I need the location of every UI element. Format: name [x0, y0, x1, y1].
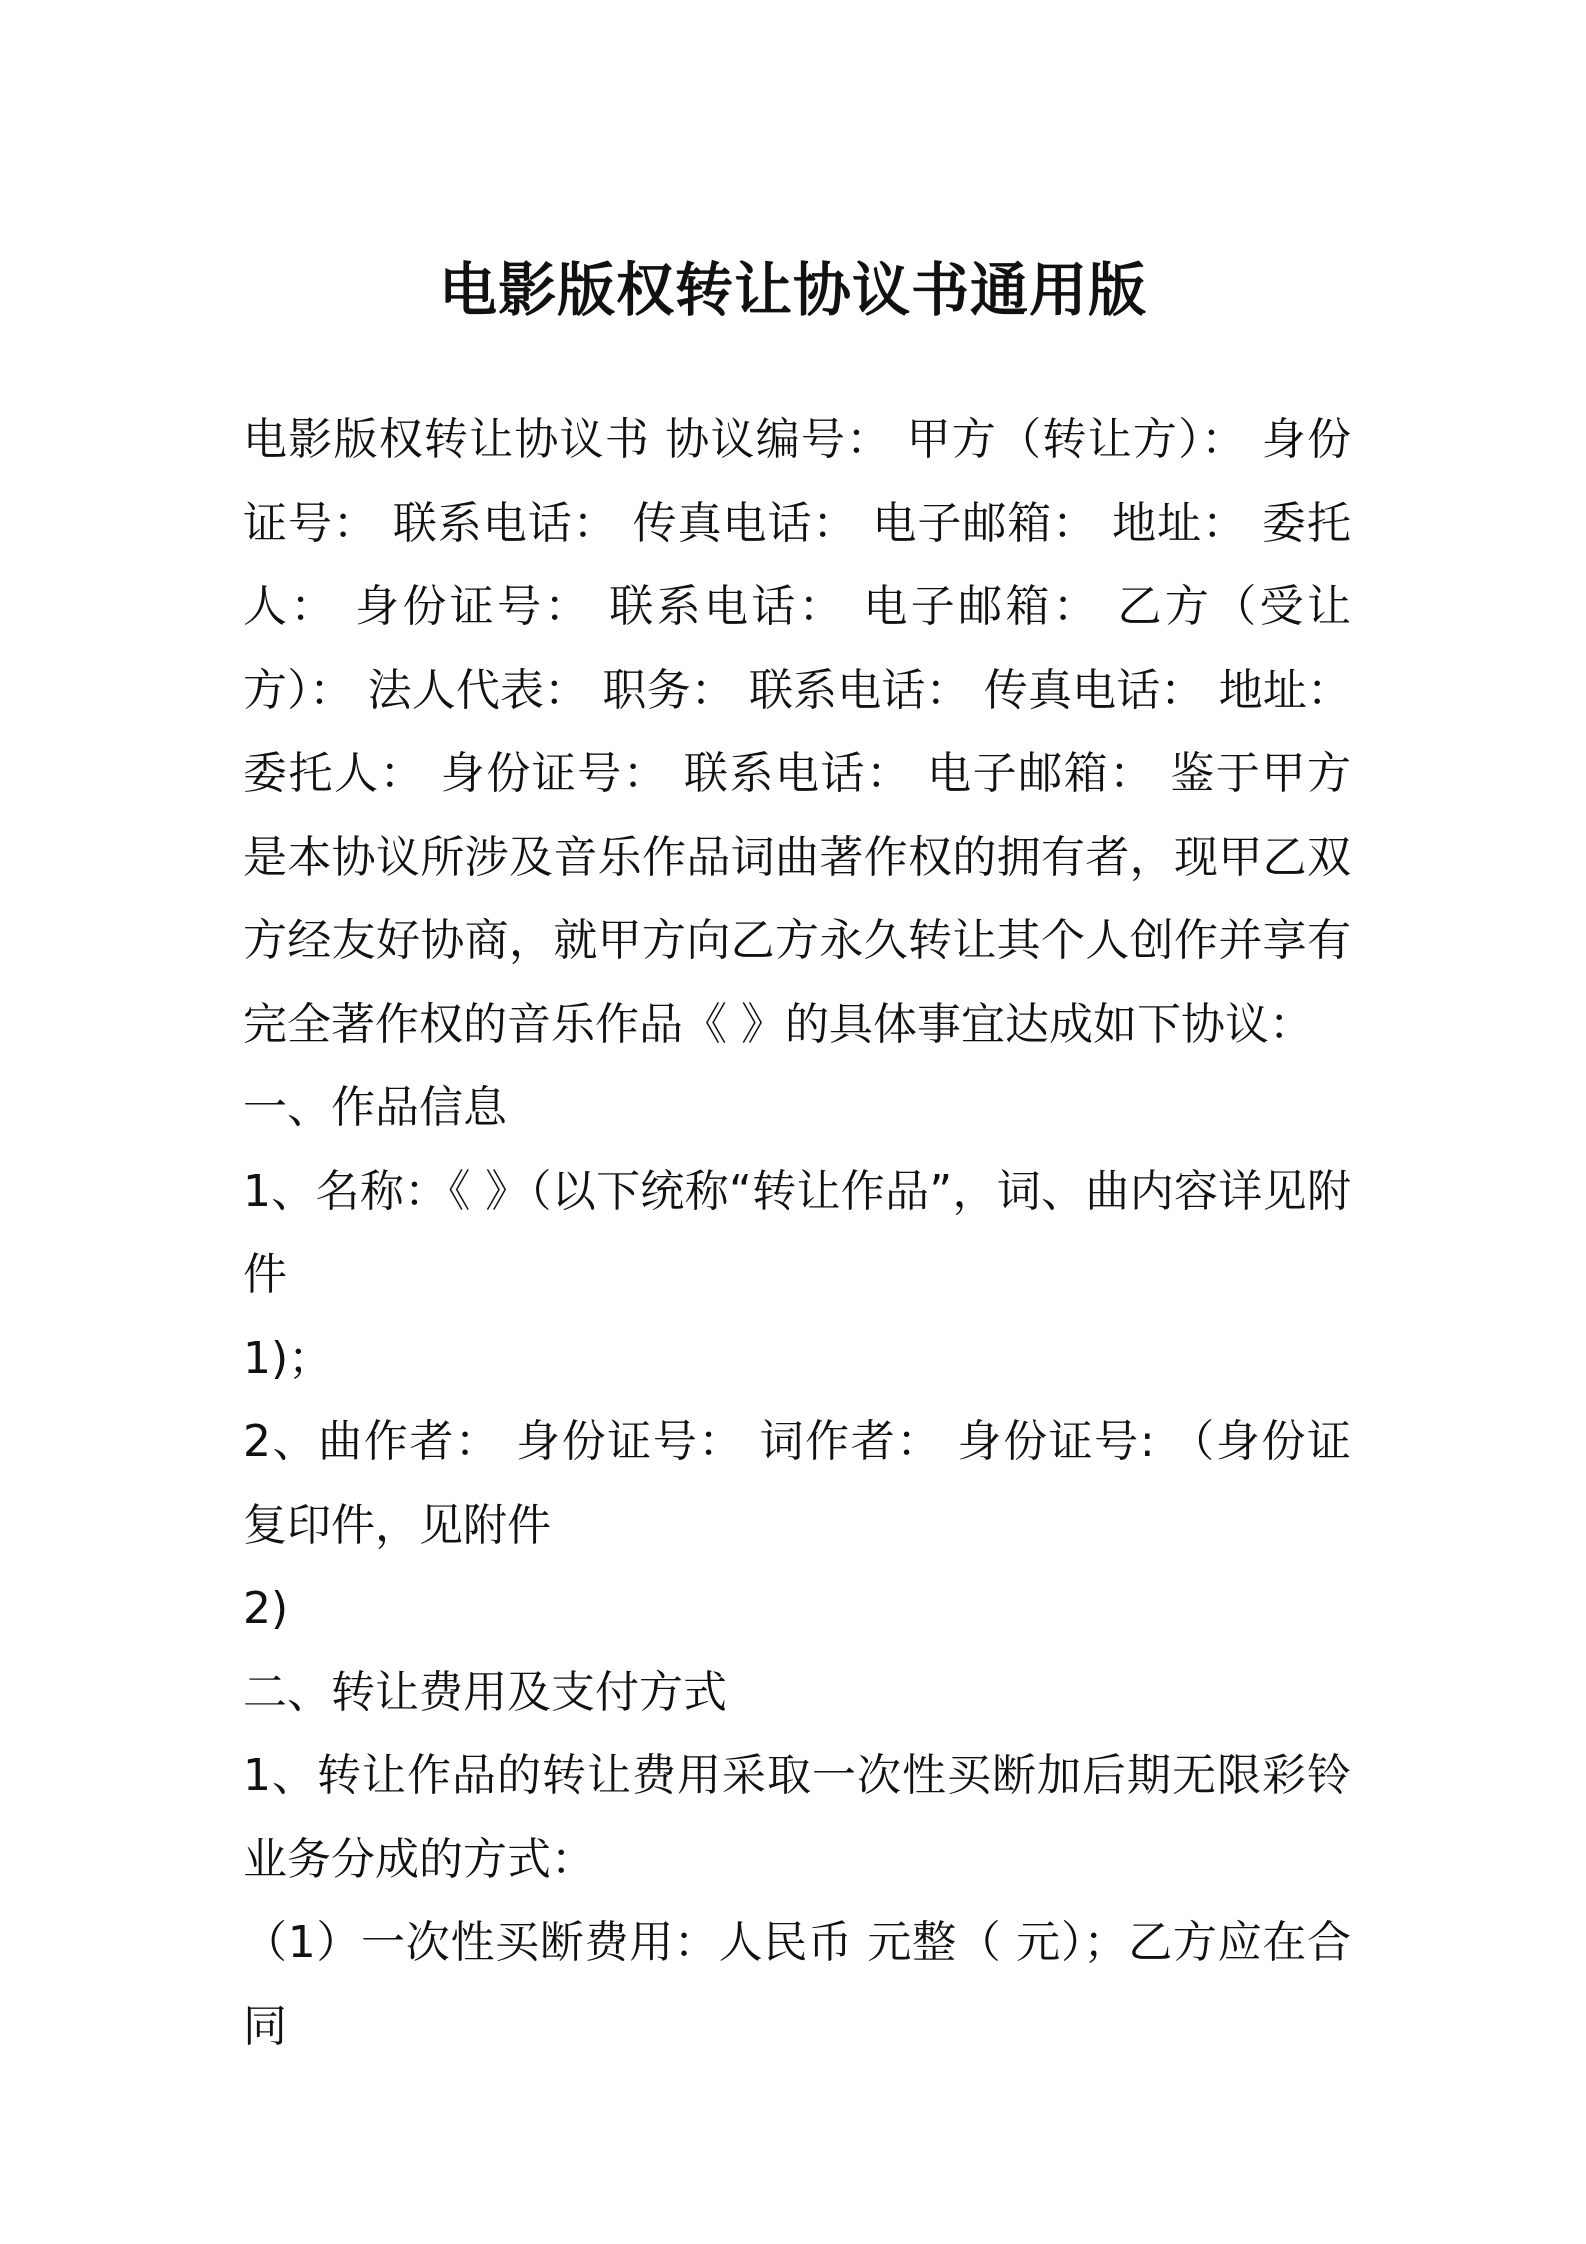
document-title: 电影版权转让协议书通用版: [438, 256, 1147, 324]
clause-work-name-continued: 1)；: [243, 1332, 333, 1384]
clause-authors-continued: 2): [243, 1583, 289, 1634]
clause-work-name: 1、名称：《 》（以下统称“转让作品”，词、曲内容详见附件: [243, 1165, 1351, 1300]
clause-authors: 2、曲作者： 身份证号： 词作者： 身份证号: （身份证复印件，见附件: [243, 1416, 1351, 1551]
section-heading-work-info: 一、作品信息: [243, 1082, 507, 1133]
section-heading-fees: 二、转让费用及支付方式: [243, 1666, 727, 1718]
document-body: [243, 398, 1351, 2068]
clause-fee-method: 1、转让作品的转让费用采取一次性买断加后期无限彩铃业务分成的方式：: [243, 1750, 1351, 1885]
preamble-paragraph: 电影版权转让协议书 协议编号： 甲方（转让方）： 身份证号： 联系电话： 传真电话： 电子邮箱： 地址： 委托人： 身份证号： 联系电话： 电子邮箱： 乙方（受让方）： 法人代表： 职务： 联系电话： 传真电话： 地址： 委托人： 身份证号： 联系电话： 电子邮箱： 鉴于甲方是本协议所涉及音乐作品词曲著作权的拥有者，现甲乙双方经友好协商，就甲方向乙方永久转让其个人创作并享有完全著作权的音乐作品《 》的具体事宜达成如下协议：: [243, 414, 1351, 1050]
clause-lump-sum: （1）一次性买断费用：人民币 元整（ 元）；乙方应在合同: [243, 1917, 1351, 2052]
